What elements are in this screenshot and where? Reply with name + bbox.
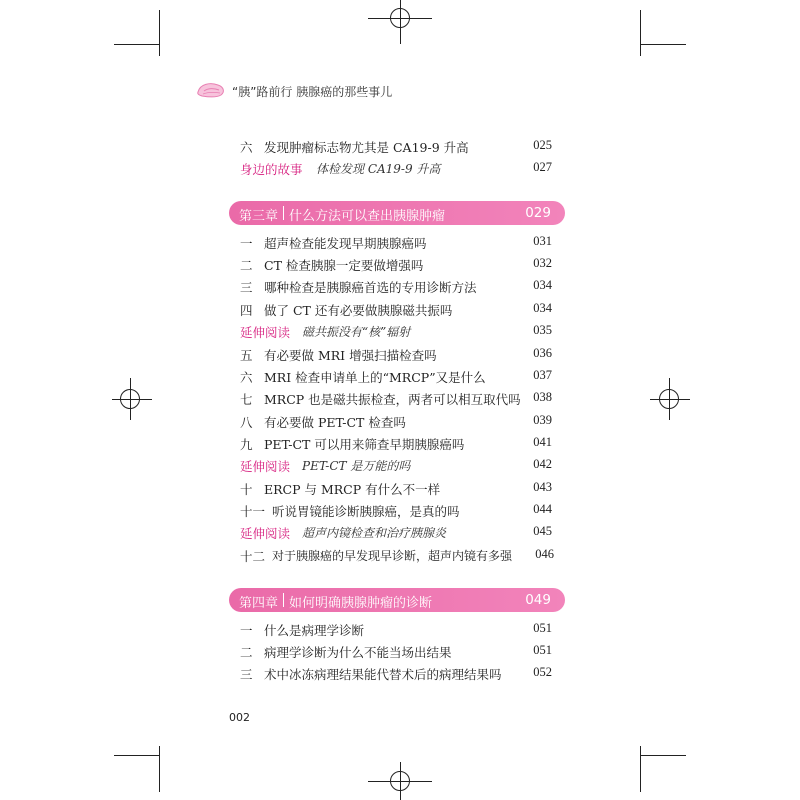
toc-extended-reading-row[interactable] (240, 522, 552, 542)
toc-row[interactable] (240, 663, 552, 683)
toc-page: 038 (533, 390, 552, 404)
toc-row[interactable] (240, 411, 552, 431)
toc-title: 有必要做 MRI 增强扫描检查吗 (264, 348, 437, 363)
toc-page: 034 (533, 278, 552, 292)
toc-row[interactable] (240, 254, 552, 274)
toc-number: 七 (240, 392, 253, 407)
chapter-title: 如何明确胰腺肿瘤的诊断 (289, 596, 433, 611)
toc-title: 有必要做 PET-CT 检查吗 (264, 415, 406, 430)
toc-page: 045 (533, 524, 552, 538)
toc-row[interactable] (240, 478, 552, 498)
toc-page: 031 (533, 234, 552, 248)
toc-title: 发现肿瘤标志物尤其是 CA19-9 升高 (264, 140, 469, 155)
toc-page: 052 (533, 665, 552, 679)
chapter-divider (283, 593, 284, 607)
toc-title: 磁共振没有“核”辐射 (302, 325, 411, 339)
toc-number: 一 (240, 236, 253, 251)
toc-title: 对于胰腺癌的早发现早诊断，超声内镜有多强 (272, 549, 513, 563)
toc-number: 三 (240, 667, 253, 682)
toc-page: 051 (533, 621, 552, 635)
chapter-divider (283, 206, 284, 220)
toc-number: 二 (240, 258, 253, 273)
story-label: 身边的故事 (240, 162, 303, 177)
toc-story-row[interactable] (240, 158, 552, 178)
toc-title: MRI 检查申请单上的“MRCP”又是什么 (264, 370, 486, 385)
toc-title: CT 检查胰腺一定要做增强吗 (264, 258, 424, 273)
toc-title: 做了 CT 还有必要做胰腺磁共振吗 (264, 303, 453, 318)
toc-title: 病理学诊断为什么不能当场出结果 (264, 645, 452, 660)
toc-number: 三 (240, 280, 253, 295)
toc-number: 十 (240, 482, 253, 497)
toc-page: 034 (533, 301, 552, 315)
crop-mark (640, 10, 641, 56)
toc-title: 什么是病理学诊断 (264, 623, 365, 638)
toc-title: 超声内镜检查和治疗胰腺炎 (302, 526, 447, 540)
toc-number: 十二 (240, 549, 266, 564)
extended-reading-label: 延伸阅读 (240, 459, 291, 474)
toc-row[interactable] (240, 136, 552, 156)
crop-mark (640, 755, 686, 756)
extended-reading-label: 延伸阅读 (240, 325, 291, 340)
toc-number: 九 (240, 437, 253, 452)
crop-mark (640, 746, 641, 792)
chapter-page: 049 (525, 592, 551, 608)
toc-row[interactable] (240, 433, 552, 453)
toc-row[interactable] (240, 344, 552, 364)
toc-number: 六 (240, 370, 253, 385)
extended-reading-label: 延伸阅读 (240, 526, 291, 541)
toc-extended-reading-row[interactable] (240, 455, 552, 475)
crop-mark (114, 755, 160, 756)
crop-mark (159, 746, 160, 792)
chapter-page: 029 (525, 205, 551, 221)
crop-mark (640, 44, 686, 45)
toc-page: 046 (535, 547, 554, 561)
chapter-title: 什么方法可以查出胰腺肿瘤 (289, 209, 446, 224)
toc-row[interactable] (240, 641, 552, 661)
toc-number: 四 (240, 303, 253, 318)
toc-page: 035 (533, 323, 552, 337)
toc-number: 二 (240, 645, 253, 660)
toc-page: 044 (533, 502, 552, 516)
toc-number: 六 (240, 140, 253, 155)
toc-page: 027 (533, 160, 552, 174)
chapter-heading[interactable] (229, 201, 565, 225)
toc-title: ERCP 与 MRCP 有什么不一样 (264, 482, 441, 497)
toc-title: PET-CT 可以用来筛查早期胰腺癌吗 (264, 437, 465, 452)
toc-page: 032 (533, 256, 552, 270)
toc-title: 体检发现 CA19-9 升高 (316, 162, 441, 176)
toc-page: 041 (533, 435, 552, 449)
toc-page: 043 (533, 480, 552, 494)
toc-title: 超声检查能发现早期胰腺癌吗 (264, 236, 427, 251)
toc-extended-reading-row[interactable] (240, 321, 552, 341)
toc-number: 一 (240, 623, 253, 638)
toc-row[interactable] (240, 388, 552, 408)
toc-title: PET-CT 是万能的吗 (302, 459, 411, 473)
toc-number: 五 (240, 348, 253, 363)
chapter-number: 第三章 (239, 209, 279, 224)
toc-number: 十一 (240, 504, 266, 519)
toc-row[interactable] (240, 366, 552, 386)
toc-row[interactable] (240, 299, 552, 319)
toc-page: 025 (533, 138, 552, 152)
toc-number: 八 (240, 415, 253, 430)
toc-page: 036 (533, 346, 552, 360)
crop-mark (114, 44, 160, 45)
toc-page: 037 (533, 368, 552, 382)
header-title: “胰”路前行 胰腺癌的那些事儿 (232, 85, 393, 99)
toc-title: 听说胃镜能诊断胰腺癌，是真的吗 (272, 504, 460, 519)
page-number: 002 (229, 711, 250, 724)
toc-page: 051 (533, 643, 552, 657)
chapter-number: 第四章 (239, 596, 279, 611)
chapter-heading[interactable] (229, 588, 565, 612)
toc-row[interactable] (240, 232, 552, 252)
toc-title: MRCP 也是磁共振检查，两者可以相互取代吗 (264, 392, 521, 407)
toc-page: 039 (533, 413, 552, 427)
toc-title: 哪种检查是胰腺癌首选的专用诊断方法 (264, 280, 477, 295)
toc-row[interactable] (240, 276, 552, 296)
pancreas-logo-icon (196, 80, 226, 100)
toc-row[interactable] (240, 545, 552, 565)
toc-title: 术中冰冻病理结果能代替术后的病理结果吗 (264, 667, 502, 682)
toc-page: 042 (533, 457, 552, 471)
toc-row[interactable] (240, 500, 552, 520)
crop-mark (159, 10, 160, 56)
toc-row[interactable] (240, 619, 552, 639)
